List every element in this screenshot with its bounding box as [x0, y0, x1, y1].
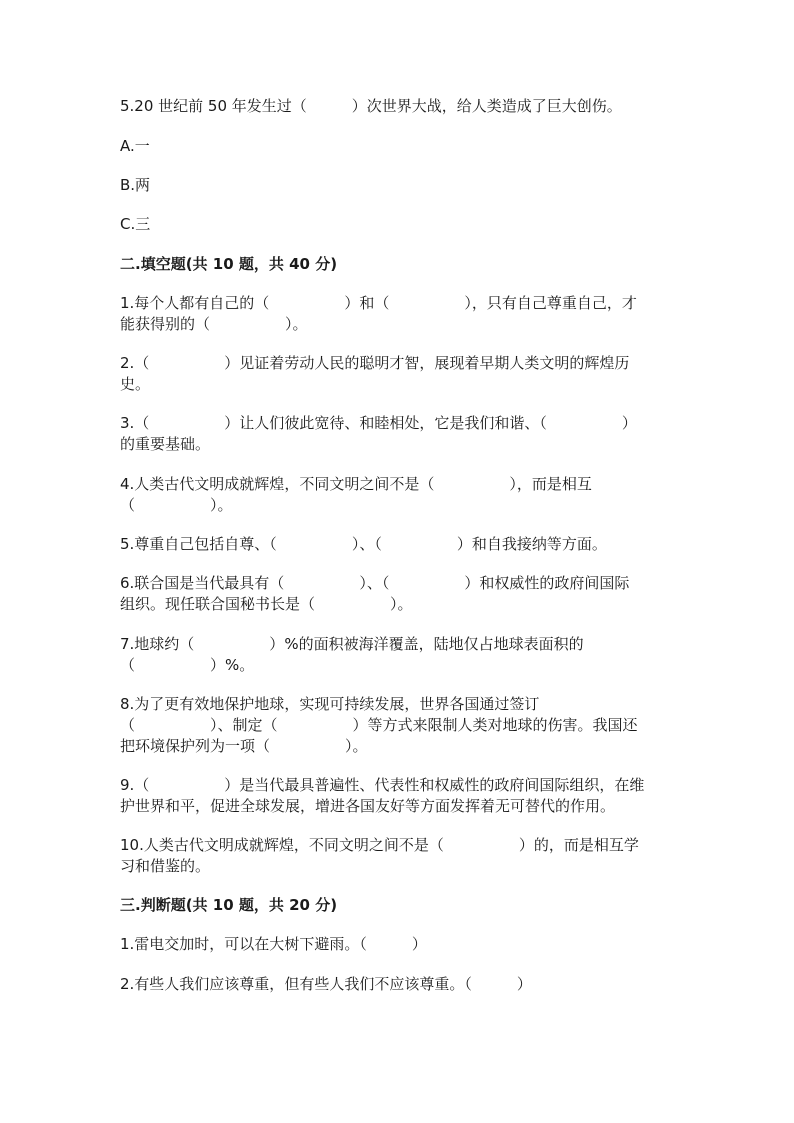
- fill-q3-line1: 3.（ ）让人们彼此宽待、和睦相处，它是我们和谐、（ ）: [120, 414, 637, 432]
- fill-q8-line1: 8.为了更有效地保护地球，实现可持续发展，世界各国通过签订: [120, 695, 540, 713]
- fill-q5-line1: 5.尊重自己包括自尊、（ ）、（ ）和自我接纳等方面。: [120, 535, 607, 553]
- judge-q1: 1.雷电交加时，可以在大树下避雨。（ ）: [120, 935, 427, 953]
- fill-q7-line2: （ ）%。: [120, 656, 255, 674]
- fill-q4-line1: 4.人类古代文明成就辉煌，不同文明之间不是（ ），而是相互: [120, 475, 592, 493]
- fill-q9-line1: 9.（ ）是当代最具普遍性、代表性和权威性的政府间国际组织，在维: [120, 776, 645, 794]
- section-2-heading: 二.填空题(共 10 题，共 40 分): [120, 255, 338, 273]
- fill-q7-line1: 7.地球约（ ）%的面积被海洋覆盖，陆地仅占地球表面积的: [120, 635, 584, 653]
- fill-q10-line1: 10.人类古代文明成就辉煌，不同文明之间不是（ ）的，而是相互学: [120, 836, 639, 854]
- fill-q1-line1: 1.每个人都有自己的（ ）和（ ），只有自己尊重自己，才: [120, 294, 637, 312]
- option-b: B.两: [120, 176, 151, 194]
- option-c: C.三: [120, 215, 151, 233]
- fill-q1-line2: 能获得别的（ ）。: [120, 315, 308, 333]
- fill-q6-line1: 6.联合国是当代最具有（ ）、（ ）和权威性的政府间国际: [120, 574, 630, 592]
- mc-question-5: 5.20 世纪前 50 年发生过（ ）次世界大战，给人类造成了巨大创伤。: [120, 97, 622, 115]
- judge-q2: 2.有些人我们应该尊重，但有些人我们不应该尊重。（ ）: [120, 975, 532, 993]
- fill-q2-line2: 史。: [120, 375, 151, 393]
- fill-q2-line1: 2.（ ）见证着劳动人民的聪明才智，展现着早期人类文明的辉煌历: [120, 354, 630, 372]
- fill-q8-line3: 把环境保护列为一项（ ）。: [120, 737, 368, 755]
- fill-q9-line2: 护世界和平，促进全球发展，增进各国友好等方面发挥着无可替代的作用。: [120, 797, 616, 815]
- fill-q8-line2: （ ）、制定（ ）等方式来限制人类对地球的伤害。我国还: [120, 716, 638, 734]
- fill-q10-line2: 习和借鉴的。: [120, 857, 211, 875]
- fill-q3-line2: 的重要基础。: [120, 435, 211, 453]
- fill-q6-line2: 组织。现任联合国秘书长是（ ）。: [120, 595, 413, 613]
- section-3-heading: 三.判断题(共 10 题，共 20 分): [120, 896, 338, 914]
- fill-q4-line2: （ ）。: [120, 496, 233, 514]
- option-a: A.一: [120, 137, 150, 155]
